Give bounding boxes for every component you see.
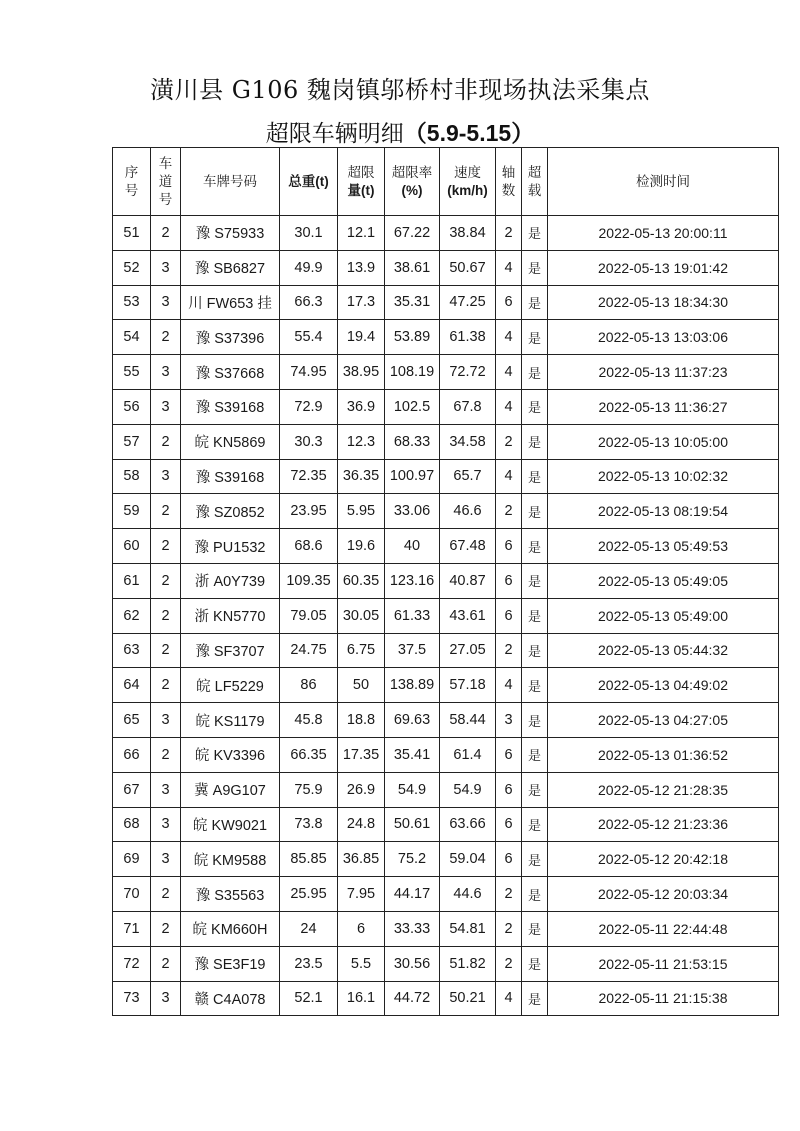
cell-axles: 3: [496, 703, 522, 738]
cell-over-amount: 19.4: [338, 320, 385, 355]
cell-total-weight: 68.6: [280, 529, 338, 564]
cell-axles: 2: [496, 877, 522, 912]
table-body: [113, 216, 779, 1016]
table-row: [113, 424, 779, 459]
cell-axles: 4: [496, 250, 522, 285]
cell-axles: 2: [496, 424, 522, 459]
cell-total-weight: 45.8: [280, 703, 338, 738]
cell-speed: 46.6: [440, 494, 496, 529]
table-row: [113, 494, 779, 529]
cell-total-weight: 72.9: [280, 389, 338, 424]
cell-plate: 豫 SF3707: [181, 633, 280, 668]
cell-overload: 是: [522, 563, 548, 598]
cell-time: 2022-05-13 04:49:02: [548, 668, 779, 703]
cell-seq: 70: [113, 877, 151, 912]
cell-plate: 浙 KN5770: [181, 598, 280, 633]
cell-over-amount: 36.9: [338, 389, 385, 424]
cell-time: 2022-05-13 10:05:00: [548, 424, 779, 459]
cell-over-amount: 17.35: [338, 737, 385, 772]
cell-over-amount: 12.3: [338, 424, 385, 459]
table-row: [113, 807, 779, 842]
cell-speed: 67.48: [440, 529, 496, 564]
cell-over-amount: 26.9: [338, 772, 385, 807]
cell-plate: 皖 KW9021: [181, 807, 280, 842]
cell-speed: 47.25: [440, 285, 496, 320]
header-total-weight: 总重(t): [280, 148, 338, 216]
cell-overload: 是: [522, 285, 548, 320]
cell-axles: 6: [496, 529, 522, 564]
cell-over-rate: 35.41: [385, 737, 440, 772]
cell-total-weight: 74.95: [280, 355, 338, 390]
cell-total-weight: 24: [280, 911, 338, 946]
cell-lane: 2: [151, 563, 181, 598]
cell-time: 2022-05-13 01:36:52: [548, 737, 779, 772]
cell-seq: 56: [113, 389, 151, 424]
cell-time: 2022-05-11 22:44:48: [548, 911, 779, 946]
cell-speed: 38.84: [440, 216, 496, 251]
cell-overload: 是: [522, 494, 548, 529]
cell-total-weight: 79.05: [280, 598, 338, 633]
cell-seq: 66: [113, 737, 151, 772]
cell-total-weight: 23.95: [280, 494, 338, 529]
cell-total-weight: 66.3: [280, 285, 338, 320]
cell-over-rate: 68.33: [385, 424, 440, 459]
cell-time: 2022-05-11 21:15:38: [548, 981, 779, 1016]
cell-plate: 皖 KM9588: [181, 842, 280, 877]
cell-total-weight: 30.1: [280, 216, 338, 251]
table-row: [113, 459, 779, 494]
cell-seq: 68: [113, 807, 151, 842]
cell-lane: 3: [151, 981, 181, 1016]
cell-seq: 59: [113, 494, 151, 529]
cell-over-amount: 6: [338, 911, 385, 946]
cell-total-weight: 85.85: [280, 842, 338, 877]
cell-speed: 58.44: [440, 703, 496, 738]
cell-lane: 3: [151, 772, 181, 807]
cell-plate: 皖 KS1179: [181, 703, 280, 738]
cell-total-weight: 72.35: [280, 459, 338, 494]
cell-axles: 6: [496, 598, 522, 633]
cell-axles: 4: [496, 355, 522, 390]
cell-seq: 67: [113, 772, 151, 807]
cell-time: 2022-05-13 13:03:06: [548, 320, 779, 355]
cell-time: 2022-05-13 05:49:00: [548, 598, 779, 633]
cell-lane: 3: [151, 459, 181, 494]
cell-over-rate: 33.33: [385, 911, 440, 946]
cell-speed: 50.67: [440, 250, 496, 285]
cell-total-weight: 30.3: [280, 424, 338, 459]
cell-over-amount: 5.95: [338, 494, 385, 529]
cell-lane: 2: [151, 529, 181, 564]
cell-speed: 57.18: [440, 668, 496, 703]
cell-plate: 皖 LF5229: [181, 668, 280, 703]
table-row: [113, 877, 779, 912]
cell-plate: 豫 SE3F19: [181, 946, 280, 981]
cell-lane: 2: [151, 911, 181, 946]
table-row: [113, 633, 779, 668]
cell-time: 2022-05-13 08:19:54: [548, 494, 779, 529]
cell-lane: 2: [151, 494, 181, 529]
cell-speed: 44.6: [440, 877, 496, 912]
cell-over-amount: 19.6: [338, 529, 385, 564]
cell-seq: 62: [113, 598, 151, 633]
cell-overload: 是: [522, 737, 548, 772]
cell-lane: 2: [151, 737, 181, 772]
cell-over-amount: 24.8: [338, 807, 385, 842]
header-speed: 速度 (km/h): [440, 148, 496, 216]
table-row: [113, 389, 779, 424]
cell-over-amount: 36.35: [338, 459, 385, 494]
cell-over-amount: 7.95: [338, 877, 385, 912]
cell-over-rate: 30.56: [385, 946, 440, 981]
cell-seq: 73: [113, 981, 151, 1016]
cell-overload: 是: [522, 877, 548, 912]
date-range: （5.9-5.15）: [403, 120, 535, 146]
cell-speed: 43.61: [440, 598, 496, 633]
cell-overload: 是: [522, 807, 548, 842]
cell-total-weight: 75.9: [280, 772, 338, 807]
table-row: [113, 563, 779, 598]
cell-overload: 是: [522, 216, 548, 251]
cell-seq: 63: [113, 633, 151, 668]
table-row: [113, 842, 779, 877]
cell-overload: 是: [522, 250, 548, 285]
cell-seq: 51: [113, 216, 151, 251]
cell-axles: 2: [496, 911, 522, 946]
cell-plate: 豫 S39168: [181, 459, 280, 494]
cell-time: 2022-05-12 21:28:35: [548, 772, 779, 807]
table-row: [113, 598, 779, 633]
cell-plate: 豫 SB6827: [181, 250, 280, 285]
cell-plate: 皖 KM660H: [181, 911, 280, 946]
cell-time: 2022-05-12 21:23:36: [548, 807, 779, 842]
cell-total-weight: 55.4: [280, 320, 338, 355]
cell-over-rate: 44.72: [385, 981, 440, 1016]
cell-axles: 2: [496, 633, 522, 668]
header-time: 检测时间: [548, 148, 779, 216]
cell-speed: 34.58: [440, 424, 496, 459]
cell-overload: 是: [522, 703, 548, 738]
table-row: [113, 737, 779, 772]
table-row: [113, 911, 779, 946]
document-title: 潢川县 G106 魏岗镇邬桥村非现场执法采集点: [150, 76, 650, 104]
cell-axles: 2: [496, 216, 522, 251]
cell-over-amount: 50: [338, 668, 385, 703]
cell-lane: 2: [151, 946, 181, 981]
header-lane: 车 道 号: [151, 148, 181, 216]
cell-over-rate: 75.2: [385, 842, 440, 877]
cell-speed: 65.7: [440, 459, 496, 494]
cell-over-amount: 5.5: [338, 946, 385, 981]
cell-seq: 55: [113, 355, 151, 390]
subtitle-text: 超限车辆明细: [265, 121, 404, 147]
cell-plate: 豫 S35563: [181, 877, 280, 912]
cell-seq: 58: [113, 459, 151, 494]
cell-speed: 54.9: [440, 772, 496, 807]
header-seq: 序 号: [113, 148, 151, 216]
cell-lane: 2: [151, 877, 181, 912]
cell-speed: 59.04: [440, 842, 496, 877]
cell-plate: 浙 A0Y739: [181, 563, 280, 598]
cell-over-amount: 16.1: [338, 981, 385, 1016]
cell-over-rate: 54.9: [385, 772, 440, 807]
table-row: [113, 216, 779, 251]
cell-lane: 2: [151, 598, 181, 633]
cell-seq: 57: [113, 424, 151, 459]
cell-lane: 2: [151, 424, 181, 459]
cell-time: 2022-05-12 20:03:34: [548, 877, 779, 912]
table-row: [113, 250, 779, 285]
cell-over-amount: 12.1: [338, 216, 385, 251]
cell-plate: 豫 SZ0852: [181, 494, 280, 529]
cell-speed: 54.81: [440, 911, 496, 946]
cell-time: 2022-05-13 19:01:42: [548, 250, 779, 285]
cell-seq: 54: [113, 320, 151, 355]
header-over-amount: 超限 量(t): [338, 148, 385, 216]
cell-speed: 61.38: [440, 320, 496, 355]
header-plate: 车牌号码: [181, 148, 280, 216]
cell-time: 2022-05-13 18:34:30: [548, 285, 779, 320]
table-row: [113, 946, 779, 981]
cell-total-weight: 109.35: [280, 563, 338, 598]
cell-axles: 6: [496, 807, 522, 842]
document-subtitle: [0, 115, 800, 148]
cell-over-rate: 108.19: [385, 355, 440, 390]
cell-over-rate: 61.33: [385, 598, 440, 633]
cell-overload: 是: [522, 389, 548, 424]
cell-overload: 是: [522, 633, 548, 668]
cell-seq: 64: [113, 668, 151, 703]
cell-time: 2022-05-13 05:49:53: [548, 529, 779, 564]
cell-lane: 3: [151, 250, 181, 285]
cell-overload: 是: [522, 424, 548, 459]
cell-plate: 川 FW653 挂: [181, 285, 280, 320]
cell-plate: 豫 PU1532: [181, 529, 280, 564]
cell-lane: 3: [151, 389, 181, 424]
cell-lane: 3: [151, 842, 181, 877]
cell-time: 2022-05-13 04:27:05: [548, 703, 779, 738]
cell-over-amount: 36.85: [338, 842, 385, 877]
cell-total-weight: 23.5: [280, 946, 338, 981]
cell-plate: 冀 A9G107: [181, 772, 280, 807]
cell-over-amount: 60.35: [338, 563, 385, 598]
cell-over-rate: 67.22: [385, 216, 440, 251]
cell-axles: 4: [496, 668, 522, 703]
cell-axles: 6: [496, 563, 522, 598]
cell-time: 2022-05-13 20:00:11: [548, 216, 779, 251]
cell-overload: 是: [522, 911, 548, 946]
cell-over-rate: 40: [385, 529, 440, 564]
cell-overload: 是: [522, 598, 548, 633]
cell-total-weight: 49.9: [280, 250, 338, 285]
cell-axles: 6: [496, 737, 522, 772]
table-row: [113, 285, 779, 320]
cell-speed: 61.4: [440, 737, 496, 772]
cell-overload: 是: [522, 668, 548, 703]
cell-time: 2022-05-12 20:42:18: [548, 842, 779, 877]
cell-speed: 51.82: [440, 946, 496, 981]
header-row: [113, 148, 779, 216]
table-row: [113, 355, 779, 390]
cell-over-rate: 35.31: [385, 285, 440, 320]
cell-over-rate: 33.06: [385, 494, 440, 529]
cell-speed: 67.8: [440, 389, 496, 424]
cell-over-rate: 123.16: [385, 563, 440, 598]
cell-overload: 是: [522, 772, 548, 807]
cell-speed: 72.72: [440, 355, 496, 390]
cell-axles: 4: [496, 389, 522, 424]
cell-over-rate: 138.89: [385, 668, 440, 703]
cell-seq: 60: [113, 529, 151, 564]
table-row: [113, 703, 779, 738]
cell-overload: 是: [522, 355, 548, 390]
cell-total-weight: 25.95: [280, 877, 338, 912]
cell-speed: 63.66: [440, 807, 496, 842]
cell-plate: 皖 KN5869: [181, 424, 280, 459]
cell-overload: 是: [522, 946, 548, 981]
header-axles: 轴 数: [496, 148, 522, 216]
cell-over-amount: 30.05: [338, 598, 385, 633]
header-overload: 超 载: [522, 148, 548, 216]
cell-total-weight: 73.8: [280, 807, 338, 842]
cell-overload: 是: [522, 981, 548, 1016]
cell-plate: 豫 S39168: [181, 389, 280, 424]
cell-axles: 6: [496, 842, 522, 877]
cell-over-rate: 37.5: [385, 633, 440, 668]
cell-seq: 61: [113, 563, 151, 598]
cell-lane: 2: [151, 633, 181, 668]
cell-plate: 豫 S37668: [181, 355, 280, 390]
cell-total-weight: 86: [280, 668, 338, 703]
cell-overload: 是: [522, 842, 548, 877]
cell-lane: 2: [151, 668, 181, 703]
cell-time: 2022-05-13 10:02:32: [548, 459, 779, 494]
cell-over-rate: 44.17: [385, 877, 440, 912]
cell-axles: 2: [496, 494, 522, 529]
cell-speed: 27.05: [440, 633, 496, 668]
table-row: [113, 981, 779, 1016]
cell-plate: 皖 KV3396: [181, 737, 280, 772]
table-row: [113, 772, 779, 807]
cell-over-rate: 38.61: [385, 250, 440, 285]
cell-plate: 豫 S37396: [181, 320, 280, 355]
cell-over-amount: 38.95: [338, 355, 385, 390]
cell-speed: 40.87: [440, 563, 496, 598]
cell-over-rate: 53.89: [385, 320, 440, 355]
cell-over-rate: 50.61: [385, 807, 440, 842]
cell-seq: 72: [113, 946, 151, 981]
cell-time: 2022-05-13 05:49:05: [548, 563, 779, 598]
cell-lane: 3: [151, 355, 181, 390]
cell-axles: 6: [496, 285, 522, 320]
cell-plate: 豫 S75933: [181, 216, 280, 251]
table-row: [113, 320, 779, 355]
cell-total-weight: 52.1: [280, 981, 338, 1016]
cell-seq: 65: [113, 703, 151, 738]
cell-lane: 3: [151, 285, 181, 320]
cell-over-amount: 13.9: [338, 250, 385, 285]
cell-seq: 69: [113, 842, 151, 877]
cell-over-amount: 17.3: [338, 285, 385, 320]
cell-axles: 4: [496, 459, 522, 494]
cell-over-amount: 18.8: [338, 703, 385, 738]
cell-over-amount: 6.75: [338, 633, 385, 668]
cell-total-weight: 24.75: [280, 633, 338, 668]
cell-lane: 2: [151, 320, 181, 355]
cell-speed: 50.21: [440, 981, 496, 1016]
cell-axles: 6: [496, 772, 522, 807]
cell-total-weight: 66.35: [280, 737, 338, 772]
cell-overload: 是: [522, 320, 548, 355]
cell-lane: 3: [151, 703, 181, 738]
table-row: [113, 668, 779, 703]
cell-time: 2022-05-11 21:53:15: [548, 946, 779, 981]
cell-seq: 52: [113, 250, 151, 285]
cell-time: 2022-05-13 11:36:27: [548, 389, 779, 424]
cell-time: 2022-05-13 11:37:23: [548, 355, 779, 390]
cell-axles: 2: [496, 946, 522, 981]
cell-seq: 53: [113, 285, 151, 320]
cell-overload: 是: [522, 529, 548, 564]
overlimit-vehicle-table: [112, 147, 779, 1016]
table-row: [113, 529, 779, 564]
header-over-rate: 超限率 (%): [385, 148, 440, 216]
cell-time: 2022-05-13 05:44:32: [548, 633, 779, 668]
cell-seq: 71: [113, 911, 151, 946]
cell-overload: 是: [522, 459, 548, 494]
cell-lane: 3: [151, 807, 181, 842]
cell-axles: 4: [496, 981, 522, 1016]
cell-over-rate: 102.5: [385, 389, 440, 424]
cell-over-rate: 69.63: [385, 703, 440, 738]
cell-over-rate: 100.97: [385, 459, 440, 494]
cell-lane: 2: [151, 216, 181, 251]
cell-plate: 赣 C4A078: [181, 981, 280, 1016]
cell-axles: 4: [496, 320, 522, 355]
